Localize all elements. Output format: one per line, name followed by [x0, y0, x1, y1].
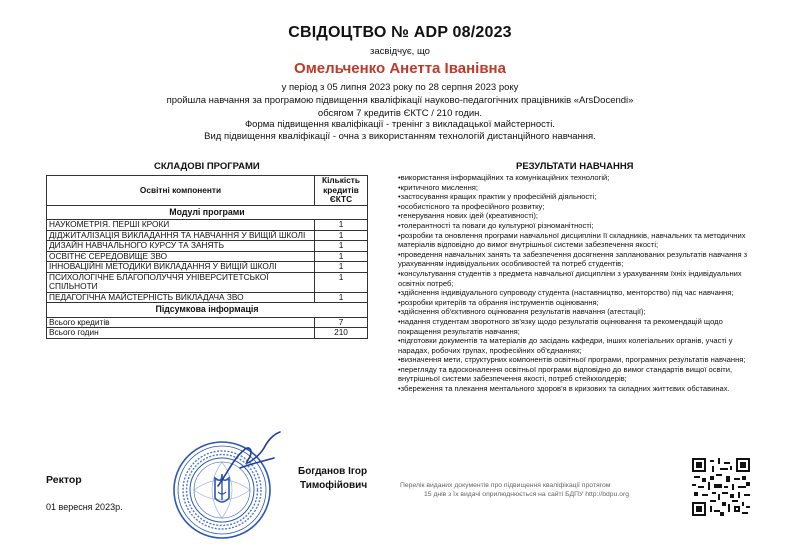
list-item: •перегляду та вдосконалення освітньої програми відповідно до вимог стандартів вищої освіти, внутрішньої системи забезпечення якості, потреб стейкхолдерів;: [398, 364, 733, 384]
certificate-title: СВІДОЦТВО № ADP 08/2023: [288, 24, 512, 41]
module-name: ПСИХОЛОГІЧНЕ БЛАГОПОЛУЧЧЯ УНІВЕРСИТЕТСЬКОЇ СПІЛЬНОТИ: [47, 272, 315, 292]
col-component-header: Освітні компоненти: [47, 176, 315, 206]
results-list: [398, 173, 756, 394]
list-item: •здійснення об'єктивного оцінювання результатів навчання (атестації);: [398, 307, 646, 317]
qr-code-icon: [692, 458, 750, 516]
table-row: [47, 230, 368, 241]
form-line: Форма підвищення кваліфікації - тренінг з викладацької майстерності.: [244, 119, 556, 130]
list-item: •застосування кращих практик у професійній діяльності;: [398, 192, 597, 202]
total-hours-value: 210: [315, 328, 368, 339]
signer-name-line2: Тимофійович: [300, 480, 368, 491]
components-table: [46, 175, 368, 339]
list-item: •збереження та плекання ментального здоров'я в кризових та складних життєвих обставинах.: [398, 384, 730, 394]
registry-note-line2: 15 днів з їх видачі оприлюднюється на сайті БДПУ http://bdpu.org: [424, 491, 630, 498]
table-row: [47, 220, 368, 231]
components-title: СКЛАДОВІ ПРОГРАМИ: [154, 161, 260, 172]
total-hours-label: Всього годин: [47, 328, 315, 339]
list-item: •особистісного та професійного розвитку;: [398, 201, 545, 211]
list-item: •розробки критеріїв та обрання інструментів оцінювання;: [398, 297, 599, 307]
registry-note-line1: Перелік виданих документів про підвищення кваліфікації протягом: [400, 482, 611, 489]
modules-section-label: Модулі програми: [47, 205, 368, 220]
module-credits: 1: [315, 251, 368, 262]
table-row: [47, 241, 368, 252]
module-name: ДИЗАЙН НАВЧАЛЬНОГО КУРСУ ТА ЗАНЯТЬ: [47, 241, 315, 252]
issue-date: 01 вересня 2023р.: [46, 502, 123, 512]
module-name: ІННОВАЦІЙНІ МЕТОДИКИ ВИКЛАДАННЯ У ВИЩІЙ ШКОЛІ: [47, 262, 315, 273]
table-header-row: [47, 176, 368, 206]
module-name: ДІДЖИТАЛІЗАЦІЯ ВИКЛАДАННЯ ТА НАВЧАННЯ У ВИЩІЙ ШКОЛІ: [47, 230, 315, 241]
period-line: у період з 05 липня 2023 року по 28 серпня 2023 року: [281, 82, 519, 93]
signer-name-line1: Богданов Ігор: [298, 466, 368, 477]
signature-icon: [214, 428, 286, 492]
module-credits: 1: [315, 292, 368, 303]
module-credits: 1: [315, 241, 368, 252]
volume-line: обсягом 7 кредитів ЄКТС / 210 годин.: [317, 108, 483, 119]
list-item: •здійснення індивідуального супроводу студента (наставництво, менторство) під час навчання;: [398, 288, 734, 298]
recipient-name: Омельченко Анетта Іванівна: [294, 60, 506, 77]
list-item: •генерування нових ідей (креативності);: [398, 211, 539, 221]
table-row: [47, 272, 368, 292]
module-credits: 1: [315, 272, 368, 292]
list-item: •використання інформаційних та комунікаційних технологій;: [398, 173, 610, 182]
rector-label: Ректор: [46, 474, 82, 486]
module-credits: 1: [315, 262, 368, 273]
list-item: •визначення мети, структурних компонентів освітньої програми, програмних результатів навчання;: [398, 355, 746, 365]
table-row: [47, 251, 368, 262]
list-item: •критичного мислення;: [398, 182, 478, 192]
table-row: [47, 317, 368, 328]
col-credits-header: Кількість кредитів ЄКТС: [315, 176, 368, 206]
list-item: •підготовки документів та матеріалів до засідань кафедри, інших колегіальних органів, участі у нарадах, робочих групах, професійних об'єднаннях;: [398, 336, 733, 355]
module-credits: 1: [315, 220, 368, 231]
list-item: •консультування студентів з предмета навчальної дисципліни з урахуванням їхніх індивідуальних освітніх потреб;: [398, 268, 742, 288]
module-name: ПЕДАГОГІЧНА МАЙСТЕРНІСТЬ ВИКЛАДАЧА ЗВО: [47, 292, 315, 303]
module-credits: 1: [315, 230, 368, 241]
module-name: ОСВІТНЄ СЕРЕДОВИЩЕ ЗВО: [47, 251, 315, 262]
list-item: •розробки та оновлення програми навчальної дисципліни її складників, навчальних та методичних матеріалів відповідно до вимог внутрішньої системи забезпечення якості;: [398, 230, 746, 250]
total-credits-label: Всього кредитів: [47, 317, 315, 328]
summary-section-label: Підсумкова інформація: [47, 303, 368, 318]
type-line: Вид підвищення кваліфікації - очна з використанням технологій дистанційного навчання.: [204, 131, 596, 142]
table-row: [47, 328, 368, 339]
results-title: РЕЗУЛЬТАТИ НАВЧАННЯ: [516, 161, 634, 172]
certifies-text: засвідчує, що: [370, 46, 430, 57]
table-row: [47, 292, 368, 303]
table-row: [47, 262, 368, 273]
program-line: пройшла навчання за програмою підвищення кваліфікації науково-педагогічних працівників «ArsDocendi»: [166, 95, 634, 106]
list-item: •надання студентам зворотного зв'язку щодо результатів оцінювання та рекомендацій щодо покращення результатів навчання;: [398, 316, 723, 336]
list-item: •толерантності та поваги до культурної різноманітності;: [398, 220, 594, 230]
list-item: •проведення навчальних занять та забезпечення досягнення запланованих результатів навчання з урахуванням індивідуальних особливостей та потреб студентів;: [398, 249, 748, 269]
total-credits-value: 7: [315, 317, 368, 328]
module-name: НАУКОМЕТРІЯ. ПЕРШІ КРОКИ: [47, 220, 315, 231]
